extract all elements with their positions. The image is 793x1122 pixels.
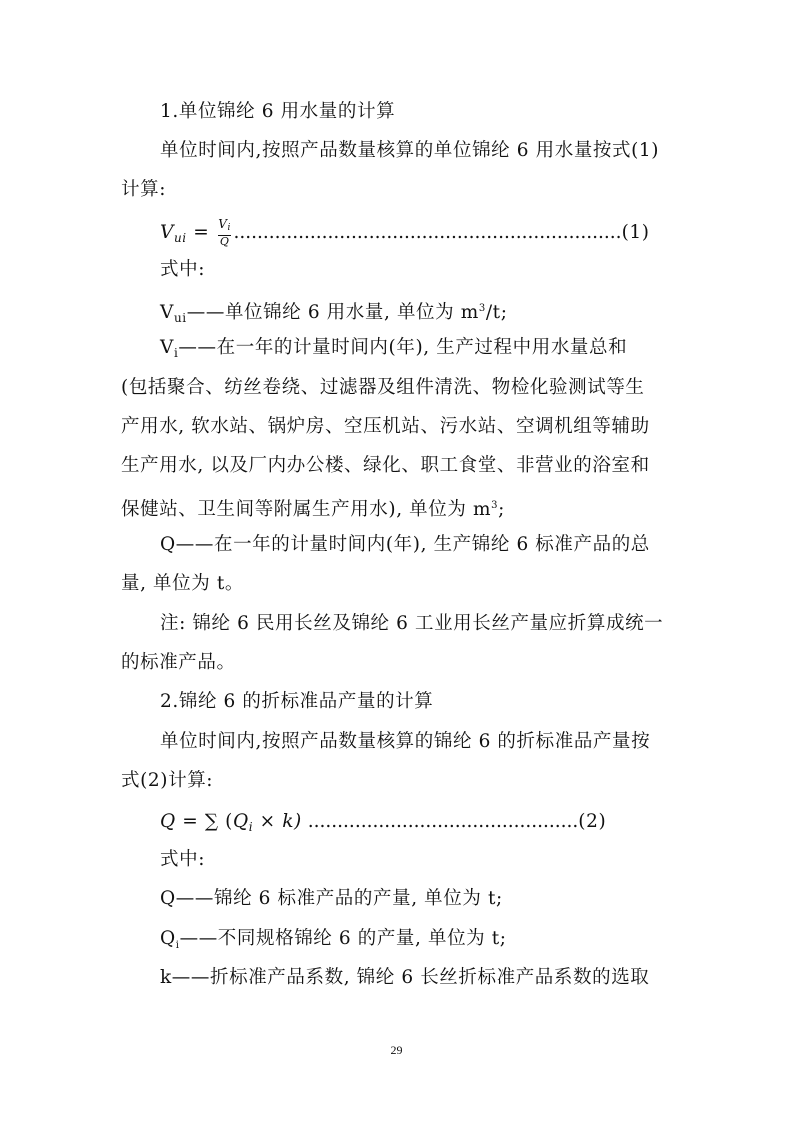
where-label-2: 式中: (160, 849, 206, 870)
section-1-heading: 1.单位锦纶 6 用水量的计算 (160, 101, 396, 122)
definition-vi-line-2: (包括聚合、纺丝卷绕、过滤器及组件清洗、物检化验测试等生 (121, 377, 645, 398)
formula-1 (160, 218, 650, 250)
note-line-1: 注: 锦纶 6 民用长丝及锦纶 6 工业用长丝产量应折算成统一 (160, 613, 664, 634)
definition-q-line-2: 量, 单位为 t。 (121, 573, 244, 594)
section-2-intro-line-2: 式(2)计算: (121, 770, 214, 791)
formula-2-number: (2) (578, 811, 607, 832)
formula-2-qi-subscript: i (248, 820, 254, 834)
formula-1-lhs: V (160, 222, 174, 243)
formula-1-dots: .................................................................. (233, 222, 622, 243)
formula-1-number: (1) (621, 222, 650, 243)
definition-vi-line-3: 产用水, 软水站、锅炉房、空压机站、污水站、空调机组等辅助 (121, 416, 650, 437)
formula-2 (160, 810, 606, 839)
definition-qi: $Q_i——$不同规格锦纶 6 的产量, 单位为 t; (160, 928, 507, 951)
page-number: 29 (390, 1043, 403, 1057)
formula-2-dots: .............................................. (301, 811, 579, 832)
definition-vi-line-5: 保健站、卫生间等附属生产用水), 单位为 $m^3$; (121, 499, 505, 520)
formula-1-denominator: Q (219, 235, 230, 248)
formula-2-sum: = ∑ ( (175, 811, 233, 832)
definition-vui: $V_{ui}——$单位锦纶 6 用水量, 单位为 $m^3/t$; (160, 302, 508, 325)
formula-1-lhs-subscript: ui (173, 231, 187, 245)
definition-k: k——折标准产品系数, 锦纶 6 长丝折标准产品系数的选取 (160, 967, 650, 988)
where-label-1: 式中: (160, 259, 206, 280)
formula-2-qi: Q (232, 811, 249, 832)
section-2-intro-line-1: 单位时间内,按照产品数量核算的锦纶 6 的折标准品产量按 (160, 731, 651, 752)
formula-2-lhs: Q (160, 811, 176, 832)
section-2-heading: 2.锦纶 6 的折标准品产量的计算 (160, 691, 434, 712)
section-1-intro-line-2: 计算: (121, 179, 167, 200)
note-line-2: 的标准产品。 (121, 652, 236, 673)
definition-vi-line-4: 生产用水, 以及厂内办公楼、绿化、职工食堂、非营业的浴室和 (121, 455, 650, 476)
formula-1-equals: = (186, 222, 216, 243)
definition-vi-line-1: $V_i——$在一年的计量时间内(年), 生产过程中用水量总和 (160, 337, 628, 360)
section-1-intro-line-1: 单位时间内,按照产品数量核算的单位锦纶 6 用水量按式(1) (160, 140, 660, 161)
formula-1-fraction (218, 218, 232, 248)
definition-q-output: Q——锦纶 6 标准产品的产量, 单位为 t; (160, 888, 503, 909)
definition-q-line-1: Q——在一年的计量时间内(年), 生产锦纶 6 标准产品的总 (160, 534, 650, 555)
formula-1-numerator: $V_i$ (218, 217, 231, 233)
formula-2-times-k: × k) (253, 811, 302, 832)
